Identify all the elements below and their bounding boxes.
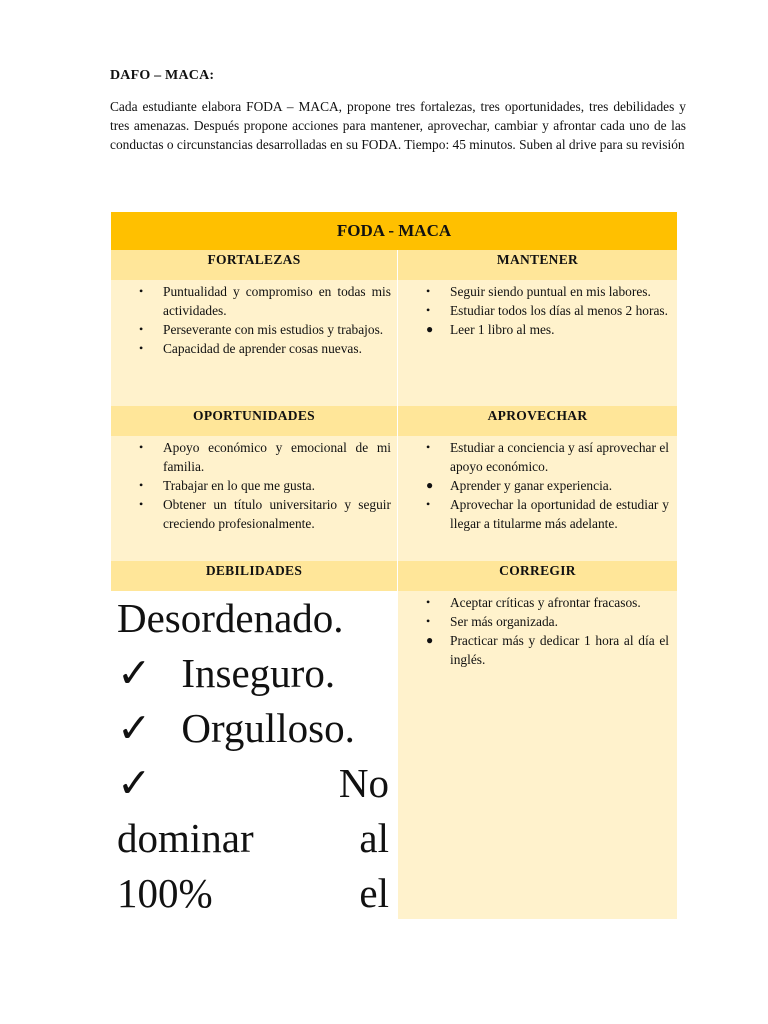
section-header-row — [111, 406, 677, 436]
list-item: • Seguir siendo puntual en mis labores. — [426, 284, 651, 299]
corregir-cell — [397, 591, 677, 919]
aprovechar-header: APROVECHAR — [397, 406, 677, 436]
list-item: • Aprovechar la oportunidad de estudiar y llegar a titularme más adelante. — [426, 497, 669, 531]
section-body-row — [111, 280, 677, 406]
corregir-header: CORREGIR — [397, 561, 677, 591]
list-item: • Capacidad de aprender cosas nuevas. — [139, 341, 362, 356]
list-item: • Trabajar en lo que me gusta. — [139, 478, 315, 493]
section-body-row — [111, 591, 677, 919]
section-header-row — [111, 250, 677, 280]
intro-paragraph: Cada estudiante elabora FODA – MACA, propone tres fortalezas, tres oportunidades, tres debilidades y tres amenazas. Después propone acciones para mantener, aprovechar, cambiar y afrontar cada uno de las conductas o circunstancias desarrolladas en su FODA. Tiempo: 45 minutos. Suben al drive para su revisión — [110, 99, 686, 152]
list-item: • Estudiar a conciencia y así aprovechar el apoyo económico. — [426, 440, 669, 474]
table-header: FODA - MACA — [111, 212, 677, 250]
big-line: 100% el — [117, 870, 389, 916]
check-icon: ✓ — [117, 705, 152, 751]
list-item: • Aceptar críticas y afrontar fracasos. — [426, 595, 641, 610]
debilidades-cell — [111, 591, 397, 919]
list-item: ● Practicar más y dedicar 1 hora al día el inglés. — [426, 633, 669, 667]
oportunidades-cell — [111, 436, 397, 561]
mantener-cell — [397, 280, 677, 406]
document-title: DAFO – MACA: — [110, 68, 215, 83]
oportunidades-header: OPORTUNIDADES — [111, 406, 397, 436]
list-item: ● Aprender y ganar experiencia. — [426, 478, 613, 493]
section-body-row — [111, 436, 677, 561]
big-line: ✓ No — [117, 756, 389, 811]
check-icon: ✓ — [117, 760, 152, 806]
list-item: • Apoyo económico y emocional de mi familia. — [139, 440, 391, 474]
list-item: • Perseverante con mis estudios y trabajos. — [139, 322, 384, 337]
aprovechar-cell — [397, 436, 677, 561]
mantener-header: MANTENER — [397, 250, 677, 280]
check-icon: ✓ — [117, 650, 152, 696]
big-line: ✓ Orgulloso. — [117, 701, 389, 756]
list-item: ● Leer 1 libro al mes. — [426, 322, 555, 337]
list-item: • Estudiar todos los días al menos 2 horas. — [426, 303, 668, 318]
foda-table — [111, 212, 677, 919]
section-header-row — [111, 561, 677, 591]
big-line: dominar al — [117, 815, 389, 861]
debilidades-header: DEBILIDADES — [111, 561, 397, 591]
list-item: • Puntualidad y compromiso en todas mis actividades. — [139, 284, 391, 318]
big-line: ✓ Inseguro. — [117, 646, 389, 701]
list-item: • Obtener un título universitario y seguir creciendo profesionalmente. — [139, 497, 391, 531]
fortalezas-cell — [111, 280, 397, 406]
fortalezas-header: FORTALEZAS — [111, 250, 397, 280]
big-line: Desordenado. — [117, 595, 344, 641]
list-item: • Ser más organizada. — [426, 614, 558, 629]
